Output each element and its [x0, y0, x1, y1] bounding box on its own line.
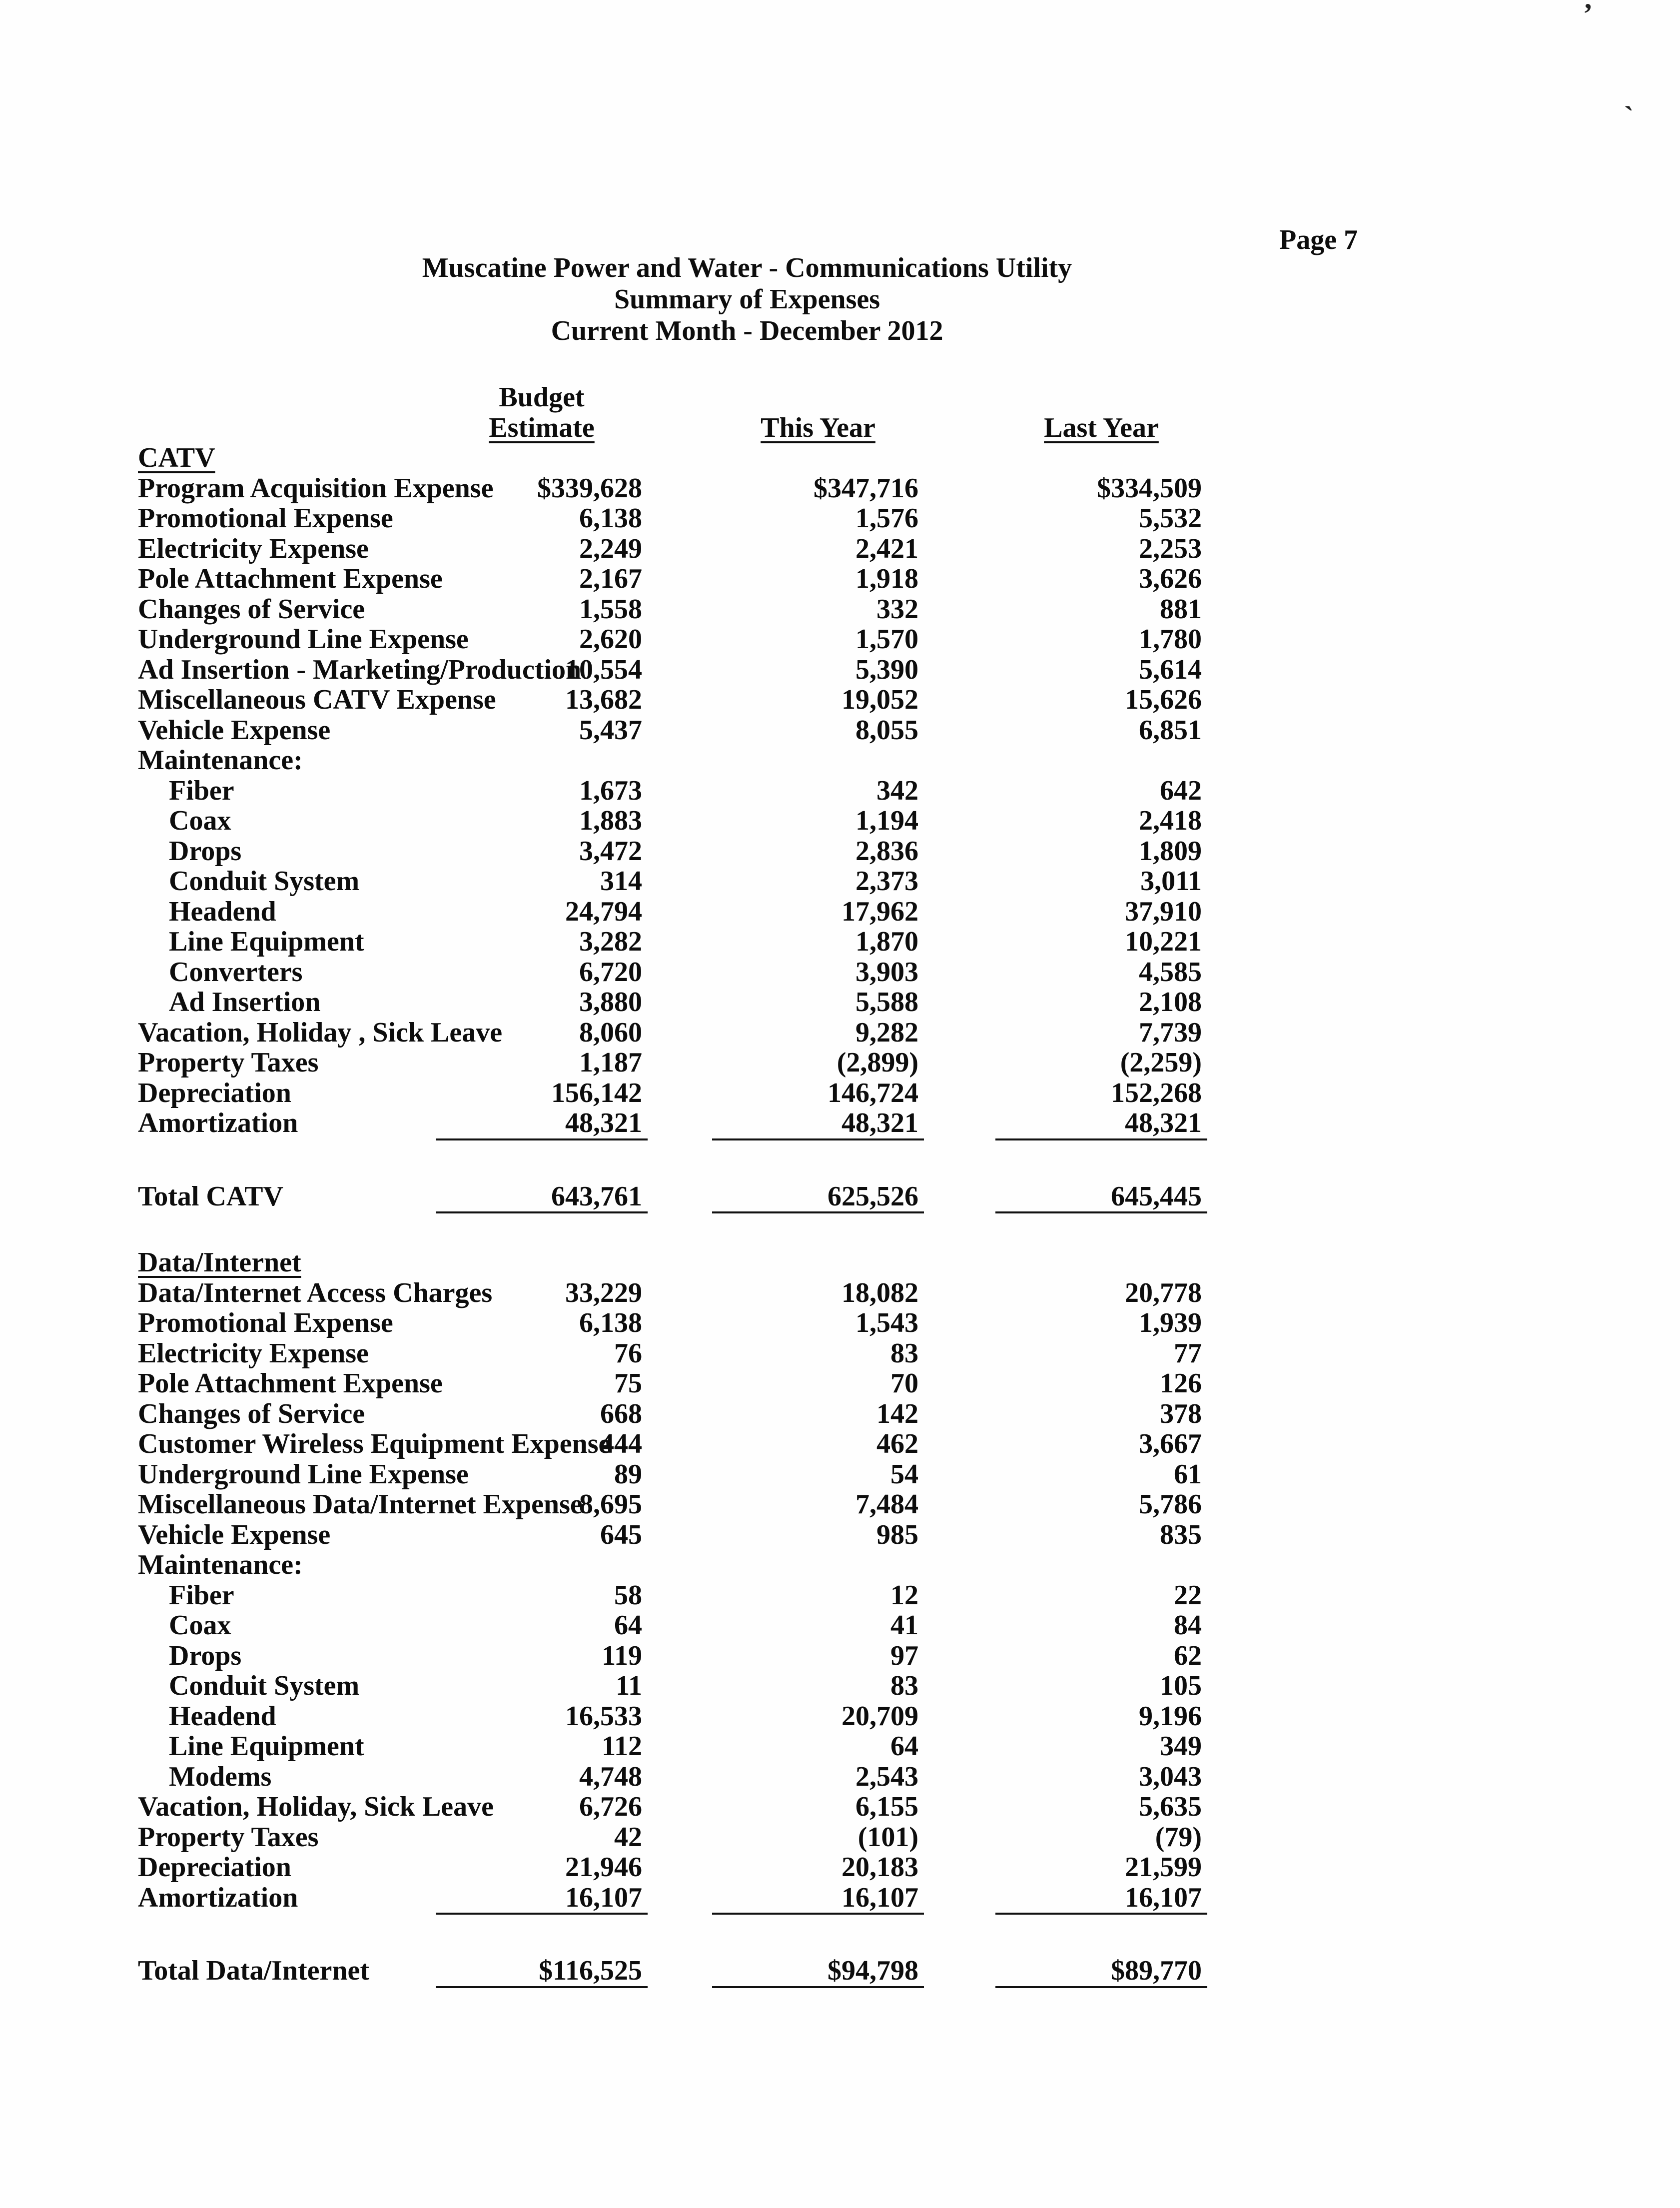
table-row — [0, 1792, 1680, 1822]
total-value: $116,525 — [436, 1956, 648, 1988]
row-value: 64 — [614, 1610, 642, 1641]
row-label: Line Equipment — [169, 1731, 364, 1762]
row-value: 48,321 — [436, 1108, 648, 1140]
table-row — [0, 836, 1680, 867]
row-value: 16,533 — [565, 1700, 642, 1732]
expense-table — [0, 382, 1680, 1988]
row-value: 126 — [1160, 1368, 1202, 1399]
row-label: Vacation, Holiday , Sick Leave — [138, 1017, 503, 1048]
table-row — [0, 534, 1680, 564]
row-value: 6,726 — [579, 1791, 642, 1822]
row-value: $339,628 — [537, 472, 642, 504]
row-value: 342 — [876, 775, 918, 806]
row-value: 5,635 — [1139, 1791, 1202, 1822]
row-label: Line Equipment — [169, 926, 364, 957]
row-label: Electricity Expense — [138, 1337, 369, 1369]
row-value: 6,138 — [579, 503, 642, 534]
row-value: 84 — [1174, 1610, 1202, 1641]
row-label: Program Acquisition Expense — [138, 472, 494, 504]
row-label: Promotional Expense — [138, 1307, 393, 1338]
table-row — [0, 1459, 1680, 1490]
row-value: 4,748 — [579, 1761, 642, 1792]
row-value: 20,183 — [841, 1852, 918, 1883]
section-catv — [0, 443, 1680, 1213]
row-label: Pole Attachment Expense — [138, 563, 443, 594]
row-value: 6,851 — [1139, 714, 1202, 746]
document-title: Muscatine Power and Water - Communications Utility — [422, 252, 1072, 283]
row-value: 378 — [1160, 1398, 1202, 1429]
row-label: Vehicle Expense — [138, 1519, 331, 1550]
row-value: 2,373 — [855, 866, 918, 897]
row-value: 2,421 — [855, 533, 918, 564]
row-value: 54 — [890, 1458, 918, 1490]
table-row — [0, 1883, 1680, 1915]
row-value: 2,253 — [1139, 533, 1202, 564]
row-label: Conduit System — [169, 1670, 360, 1701]
row-label: Miscellaneous Data/Internet Expense — [138, 1489, 583, 1520]
total-row — [0, 1956, 1680, 1988]
row-value — [712, 1550, 924, 1580]
row-label: Promotional Expense — [138, 503, 393, 534]
row-value: 112 — [602, 1731, 642, 1762]
row-value: 17,962 — [841, 896, 918, 927]
row-value — [995, 1550, 1207, 1580]
row-value: 2,167 — [579, 563, 642, 594]
row-value: 41 — [890, 1610, 918, 1641]
table-row — [0, 1731, 1680, 1762]
row-value: 1,870 — [855, 926, 918, 957]
row-value: 2,620 — [579, 624, 642, 655]
table-row — [0, 715, 1680, 746]
row-value: 8,055 — [855, 714, 918, 746]
row-value — [995, 745, 1207, 776]
row-label: Changes of Service — [138, 1398, 365, 1429]
table-row — [0, 473, 1680, 504]
row-value: 20,778 — [1125, 1277, 1202, 1308]
row-value: 10,554 — [565, 654, 642, 685]
row-value: 8,060 — [579, 1017, 642, 1048]
row-label: Ad Insertion - Marketing/Production — [138, 654, 582, 685]
row-value: 1,673 — [579, 775, 642, 806]
table-row — [0, 1368, 1680, 1399]
row-value: 119 — [602, 1640, 642, 1671]
row-value — [712, 745, 924, 776]
row-value: 3,667 — [1139, 1428, 1202, 1459]
table-row — [0, 927, 1680, 957]
row-label: Amortization — [138, 1107, 298, 1138]
table-row — [0, 1852, 1680, 1883]
row-value: 3,903 — [855, 956, 918, 988]
row-value: 33,229 — [565, 1277, 642, 1308]
row-value: 16,107 — [712, 1883, 924, 1915]
table-row — [0, 1338, 1680, 1369]
row-value: 15,626 — [1125, 684, 1202, 715]
table-row — [0, 685, 1680, 715]
row-value: 89 — [614, 1458, 642, 1490]
row-value: 48,321 — [712, 1108, 924, 1140]
table-row — [0, 1399, 1680, 1429]
table-row — [0, 655, 1680, 685]
row-value: 105 — [1160, 1670, 1202, 1701]
row-value: 9,282 — [855, 1017, 918, 1048]
table-row — [0, 1671, 1680, 1701]
row-label: Pole Attachment Expense — [138, 1368, 443, 1399]
table-row — [0, 1641, 1680, 1671]
row-value: 2,418 — [1139, 805, 1202, 836]
row-value: 1,194 — [855, 805, 918, 836]
row-value: 5,588 — [855, 987, 918, 1018]
row-value: 668 — [600, 1398, 642, 1429]
row-value: 10,221 — [1125, 926, 1202, 957]
row-value: 9,196 — [1139, 1700, 1202, 1732]
row-value: 2,543 — [855, 1761, 918, 1792]
row-value: 985 — [876, 1519, 918, 1550]
row-value: 83 — [890, 1337, 918, 1369]
table-row — [0, 776, 1680, 806]
row-value: 152,268 — [1111, 1077, 1202, 1108]
row-label: Customer Wireless Equipment Expense — [138, 1428, 611, 1459]
row-value: 1,570 — [855, 624, 918, 655]
row-label: Coax — [169, 805, 231, 836]
row-value: 58 — [614, 1579, 642, 1611]
column-header-budget-line2: Estimate — [489, 412, 595, 443]
row-label: Vehicle Expense — [138, 714, 331, 746]
row-value: 75 — [614, 1368, 642, 1399]
row-value: 5,532 — [1139, 503, 1202, 534]
row-value: 3,043 — [1139, 1761, 1202, 1792]
row-value: 5,786 — [1139, 1489, 1202, 1520]
row-label: Coax — [169, 1610, 231, 1641]
row-value: 332 — [876, 593, 918, 625]
table-row — [0, 806, 1680, 836]
row-label: Changes of Service — [138, 593, 365, 625]
table-row — [0, 957, 1680, 988]
row-value: 76 — [614, 1337, 642, 1369]
row-label: Vacation, Holiday, Sick Leave — [138, 1791, 494, 1822]
column-header-row-1 — [0, 382, 1680, 413]
row-value: 62 — [1174, 1640, 1202, 1671]
row-value: 18,082 — [841, 1277, 918, 1308]
row-value: 11 — [616, 1670, 642, 1701]
row-label: Depreciation — [138, 1077, 291, 1108]
row-value — [436, 745, 648, 776]
row-value: 5,437 — [579, 714, 642, 746]
row-label: Maintenance: — [138, 745, 303, 776]
row-value: 444 — [600, 1428, 642, 1459]
row-value: 64 — [890, 1731, 918, 1762]
row-label: Maintenance: — [138, 1549, 303, 1580]
row-value: (79) — [1155, 1821, 1202, 1853]
row-value: 1,576 — [855, 503, 918, 534]
row-label: Property Taxes — [138, 1821, 319, 1853]
row-value: 7,484 — [855, 1489, 918, 1520]
row-value: 642 — [1160, 775, 1202, 806]
row-value: 2,108 — [1139, 987, 1202, 1018]
total-value: $89,770 — [995, 1956, 1207, 1988]
row-value: 146,724 — [828, 1077, 918, 1108]
row-value: 1,809 — [1139, 835, 1202, 867]
row-value: 70 — [890, 1368, 918, 1399]
total-label: Total CATV — [138, 1180, 283, 1212]
row-value: 1,883 — [579, 805, 642, 836]
total-value: 643,761 — [436, 1181, 648, 1214]
row-value: 4,585 — [1139, 956, 1202, 988]
row-label: Drops — [169, 835, 242, 867]
row-label: Property Taxes — [138, 1047, 319, 1078]
row-value: 2,249 — [579, 533, 642, 564]
row-value: $334,509 — [1097, 472, 1202, 504]
table-row — [0, 1078, 1680, 1108]
table-row — [0, 897, 1680, 927]
row-value: 20,709 — [841, 1700, 918, 1732]
section-data-internet — [0, 1247, 1680, 1988]
row-value: (2,899) — [837, 1047, 918, 1078]
row-value: 61 — [1174, 1458, 1202, 1490]
row-value: 462 — [876, 1428, 918, 1459]
row-label: Headend — [169, 896, 276, 927]
section-heading-catv: CATV — [138, 442, 215, 473]
row-value: 97 — [890, 1640, 918, 1671]
table-row — [0, 1278, 1680, 1308]
row-label: Drops — [169, 1640, 242, 1671]
table-row — [0, 1489, 1680, 1520]
column-header-this-year: This Year — [761, 412, 875, 443]
scan-artifact-top: ’ — [1583, 0, 1593, 30]
row-value: 6,720 — [579, 956, 642, 988]
total-label: Total Data/Internet — [138, 1955, 370, 1986]
page-number: Page 7 — [1279, 224, 1358, 255]
row-label: Ad Insertion — [169, 987, 321, 1018]
table-row — [0, 1308, 1680, 1338]
table-row — [0, 503, 1680, 534]
row-value: 1,939 — [1139, 1307, 1202, 1338]
row-label: Amortization — [138, 1882, 298, 1913]
row-value: 7,739 — [1139, 1017, 1202, 1048]
row-label: Modems — [169, 1761, 272, 1792]
row-value: 314 — [600, 866, 642, 897]
table-row — [0, 1520, 1680, 1550]
row-value: 37,910 — [1125, 896, 1202, 927]
scan-artifact-side: ` — [1624, 100, 1634, 133]
row-value: 142 — [876, 1398, 918, 1429]
table-row — [0, 866, 1680, 897]
expense-table-body — [0, 443, 1680, 1988]
row-value: 48,321 — [995, 1108, 1207, 1140]
table-row — [0, 1701, 1680, 1732]
table-row — [0, 1018, 1680, 1048]
column-header-last-year: Last Year — [1044, 412, 1159, 443]
row-value: 16,107 — [995, 1883, 1207, 1915]
row-value: 24,794 — [565, 896, 642, 927]
row-label: Depreciation — [138, 1852, 291, 1883]
row-value: 21,946 — [565, 1852, 642, 1883]
row-value: 42 — [614, 1821, 642, 1853]
row-value: 22 — [1174, 1579, 1202, 1611]
table-row — [0, 1762, 1680, 1792]
table-row — [0, 1580, 1680, 1611]
table-row — [0, 1822, 1680, 1853]
table-row — [0, 1048, 1680, 1078]
row-value — [436, 1550, 648, 1580]
row-value: 1,918 — [855, 563, 918, 594]
row-value: 881 — [1160, 593, 1202, 625]
row-value: 5,614 — [1139, 654, 1202, 685]
row-label: Electricity Expense — [138, 533, 369, 564]
row-value: 19,052 — [841, 684, 918, 715]
row-label: Data/Internet Access Charges — [138, 1277, 493, 1308]
table-row — [0, 564, 1680, 594]
row-label: Fiber — [169, 775, 234, 806]
row-value: 8,695 — [579, 1489, 642, 1520]
row-label: Conduit System — [169, 866, 360, 897]
row-value: 1,187 — [579, 1047, 642, 1078]
row-value: 1,543 — [855, 1307, 918, 1338]
column-header-spacer — [0, 382, 436, 413]
row-value: 21,599 — [1125, 1852, 1202, 1883]
row-value: 12 — [890, 1579, 918, 1611]
row-value: 83 — [890, 1670, 918, 1701]
row-value: 3,880 — [579, 987, 642, 1018]
row-label: Headend — [169, 1700, 276, 1732]
row-value: 3,011 — [1140, 866, 1202, 897]
row-value: (101) — [857, 1821, 918, 1853]
table-row — [0, 745, 1680, 776]
total-value: $94,798 — [712, 1956, 924, 1988]
row-label: Underground Line Expense — [138, 1458, 469, 1490]
total-value: 645,445 — [995, 1181, 1207, 1214]
row-value: 13,682 — [565, 684, 642, 715]
row-value: 2,836 — [855, 835, 918, 867]
row-value: 5,390 — [855, 654, 918, 685]
document-header — [0, 252, 1494, 347]
document-period: Current Month - December 2012 — [551, 315, 943, 346]
table-row — [0, 1108, 1680, 1140]
section-heading-data-internet: Data/Internet — [138, 1247, 301, 1278]
row-value: 16,107 — [436, 1883, 648, 1915]
row-value: 1,780 — [1139, 624, 1202, 655]
column-header-row-2 — [0, 413, 1680, 443]
row-value: (2,259) — [1120, 1047, 1202, 1078]
row-value: 3,282 — [579, 926, 642, 957]
column-header-spacer — [0, 413, 436, 443]
table-row — [0, 987, 1680, 1018]
row-value: 3,626 — [1139, 563, 1202, 594]
column-header-budget-line1: Budget — [499, 382, 585, 413]
row-value: 3,472 — [579, 835, 642, 867]
table-row — [0, 1550, 1680, 1580]
table-row — [0, 594, 1680, 625]
row-label: Miscellaneous CATV Expense — [138, 684, 496, 715]
table-row — [0, 624, 1680, 655]
row-value: $347,716 — [814, 472, 918, 504]
row-value: 6,155 — [855, 1791, 918, 1822]
total-row — [0, 1181, 1680, 1214]
document-subtitle: Summary of Expenses — [614, 284, 880, 315]
row-value: 6,138 — [579, 1307, 642, 1338]
row-label: Underground Line Expense — [138, 624, 469, 655]
row-value: 645 — [600, 1519, 642, 1550]
row-value: 835 — [1160, 1519, 1202, 1550]
table-row — [0, 1429, 1680, 1459]
row-label: Fiber — [169, 1579, 234, 1611]
row-value: 77 — [1174, 1337, 1202, 1369]
table-row — [0, 1610, 1680, 1641]
row-value: 1,558 — [579, 593, 642, 625]
row-value: 156,142 — [551, 1077, 642, 1108]
row-label: Converters — [169, 956, 303, 988]
total-value: 625,526 — [712, 1181, 924, 1214]
row-value: 349 — [1160, 1731, 1202, 1762]
